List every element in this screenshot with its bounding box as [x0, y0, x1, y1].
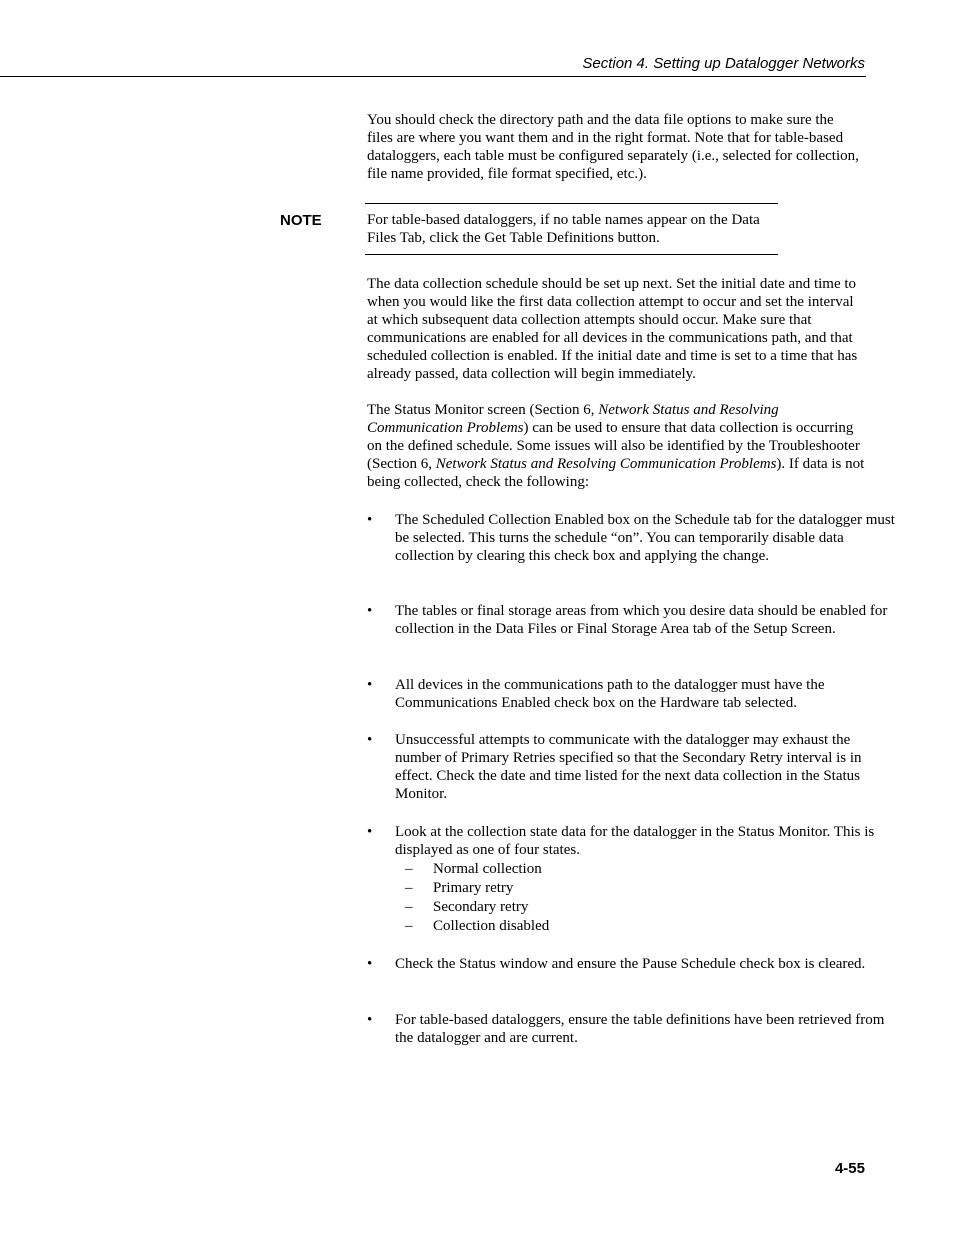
collection-states-list — [395, 860, 895, 936]
running-header: Section 4. Setting up Datalogger Networks — [582, 55, 865, 72]
bullet-icon: • — [367, 824, 373, 840]
status-block — [367, 401, 867, 491]
bullet-icon: • — [367, 1012, 373, 1028]
list-item — [367, 955, 895, 973]
header-rule — [0, 76, 866, 77]
sub-list-item-text: Normal collection — [433, 861, 542, 877]
status-reference-2: Network Status and Resolving Communication Problems — [435, 456, 777, 472]
schedule-block — [367, 275, 867, 383]
dash-icon: – — [405, 861, 413, 877]
list-item-text: Check the Status window and ensure the Pause Schedule check box is cleared. — [395, 956, 866, 972]
sub-list-item-text: Secondary retry — [433, 899, 529, 915]
sub-list-item — [395, 898, 895, 917]
list-item-text: The Scheduled Collection Enabled box on the Schedule tab for the datalogger must be selected. This turns the schedule “on”. You can temporarily disable data collection by clearing this check box and applying the change. — [395, 512, 895, 564]
list-item-text: Look at the collection state data for the datalogger in the Status Monitor. This is displayed as one of four states. — [395, 824, 875, 858]
sub-list-item — [395, 879, 895, 898]
sub-list-item-text: Collection disabled — [433, 918, 550, 934]
schedule-paragraph: The data collection schedule should be set up next. Set the initial date and time to when you would like the first data collection attempt to occur and set the interval at which subsequent data collection attempts should occur. Make sure that communications are enabled for all devices in the communications path, and that scheduled collection is enabled. If the initial date and time is set to a time that has already passed, data collection will begin immediately. — [367, 276, 858, 382]
status-text-2: ) can be used to ensure that data collection is occurring on the defined schedule. Some issues will also be identified by the Troubleshooter (Section 6, — [367, 420, 860, 472]
list-item — [367, 511, 895, 565]
bullet-icon: • — [367, 732, 373, 748]
list-item-text: For table-based dataloggers, ensure the table definitions have been retrieved from the datalogger and are current. — [395, 1012, 885, 1046]
list-item — [367, 676, 895, 712]
sub-list-item — [395, 917, 895, 936]
list-item — [367, 602, 895, 638]
intro-paragraph: You should check the directory path and the data file options to make sure the files are where you want them and in the right format. Note that for table-based dataloggers, each table must be configured separately (i.e., selected for collection, file name provided, file format specified, etc.). — [367, 112, 859, 182]
sub-list-item — [395, 860, 895, 879]
status-paragraph — [367, 401, 867, 491]
dash-icon: – — [405, 918, 413, 934]
note-text: For table-based dataloggers, if no table names appear on the Data Files Tab, click the Get Table Definitions button. — [367, 212, 760, 246]
list-item — [367, 1011, 895, 1047]
list-item — [367, 823, 895, 936]
sub-list-item-text: Primary retry — [433, 880, 514, 896]
list-item-text: All devices in the communications path to the datalogger must have the Communications Enabled check box on the Hardware tab selected. — [395, 677, 825, 711]
note-label: NOTE — [280, 212, 322, 229]
bullet-icon: • — [367, 512, 373, 528]
bullet-icon: • — [367, 677, 373, 693]
bullet-icon: • — [367, 603, 373, 619]
status-text-1: The Status Monitor screen (Section 6, — [367, 402, 599, 418]
list-item-text: The tables or final storage areas from which you desire data should be enabled for collection in the Data Files or Final Storage Area tab of the Setup Screen. — [395, 603, 888, 637]
dash-icon: – — [405, 899, 413, 915]
page-number: 4-55 — [834, 1160, 865, 1177]
dash-icon: – — [405, 880, 413, 896]
status-reference-1: Network Status and Resolving Communication Problems — [367, 402, 779, 436]
bullet-icon: • — [367, 956, 373, 972]
list-item-text: Unsuccessful attempts to communicate with the datalogger may exhaust the number of Primary Retries specified so that the Secondary Retry interval is in effect. Check the date and time listed for the next data collection in the Status Monitor. — [395, 732, 862, 802]
intro-block — [367, 111, 867, 183]
status-text-3: ). If data is not being collected, check the following: — [367, 456, 865, 490]
note-box — [365, 203, 778, 255]
note-callout — [280, 203, 778, 255]
list-item — [367, 731, 895, 803]
